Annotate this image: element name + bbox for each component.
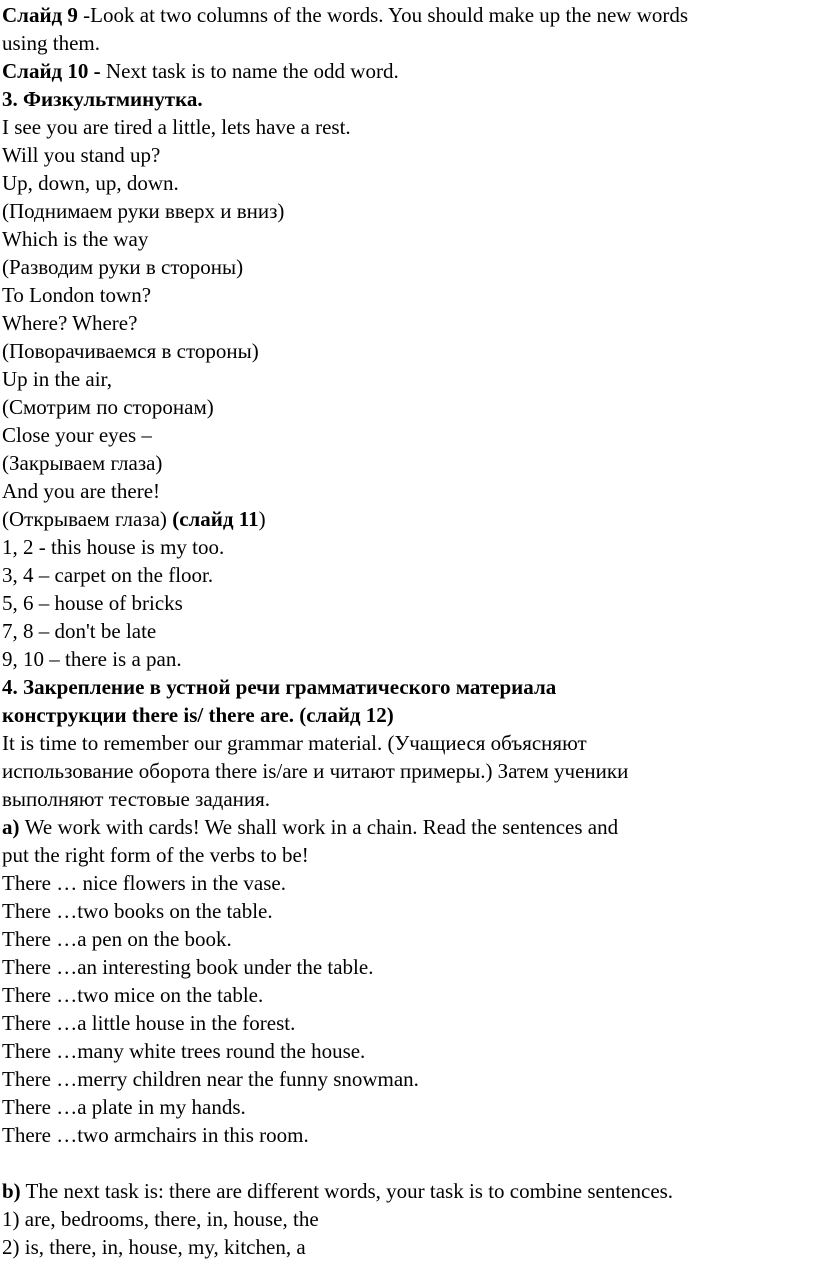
section-4-intro: выполняют тестовые задания. [2, 787, 271, 811]
section-4-intro: использование оборота there is/are и читают примеры.) Затем ученики [2, 759, 629, 783]
combine-item: 1) are, bedrooms, there, in, house, the [2, 1207, 319, 1231]
section-3-line: Which is the way [2, 227, 149, 251]
section-4-heading-continued: конструкции there is/ there are. (слайд 12) [2, 703, 394, 727]
exercise-sentence: There …two mice on the table. [2, 983, 264, 1007]
section-3-line: (Поднимаем руки вверх и вниз) [2, 199, 285, 223]
section-3-line: Close your eyes – [2, 423, 152, 447]
section-3-line: (Разводим руки в стороны) [2, 255, 244, 279]
section-3-line: To London town? [2, 283, 152, 307]
section-3-line: Up in the air, [2, 367, 112, 391]
task-a-line: а) We work with cards! We shall work in a chain. Read the sentences and [2, 815, 619, 839]
rhyme-line: 9, 10 – there is a pan. [2, 647, 182, 671]
task-a-label: а) [2, 815, 20, 839]
section-3-line: (Поворачиваемся в стороны) [2, 339, 259, 363]
rhyme-line: 3, 4 – carpet on the floor. [2, 563, 214, 587]
slide-9-text: -Look at two columns of the words. You should make up the new words [77, 3, 689, 27]
rhyme-line: 1, 2 - this house is my too. [2, 535, 225, 559]
section-3-line: Will you stand up? [2, 143, 161, 167]
task-b-line: b) The next task is: there are different words, your task is to combine sentences. [2, 1179, 674, 1203]
section-3-line: (Закрываем глаза) [2, 451, 163, 475]
section-3-line: I see you are tired a little, lets have a rest. [2, 115, 351, 139]
slide-11-ref: (слайд 11 [172, 507, 259, 531]
section-3-heading: 3. Физкультминутка. [2, 87, 203, 111]
blank-line [2, 1149, 814, 1177]
section-3-line: Up, down, up, down. [2, 171, 179, 195]
section-3-line: (Смотрим по сторонам) [2, 395, 214, 419]
rhyme-line: 7, 8 – don't be late [2, 619, 157, 643]
exercise-sentence: There …a little house in the forest. [2, 1011, 296, 1035]
section-3-line: Where? Where? [2, 311, 138, 335]
rhyme-line: 5, 6 – house of bricks [2, 591, 183, 615]
slide-10-text: Next task is to name the odd word. [100, 59, 399, 83]
exercise-sentence: There … nice flowers in the vase. [2, 871, 286, 895]
exercise-sentence: There …a pen on the book. [2, 927, 232, 951]
combine-item: 2) is, there, in, house, my, kitchen, a [2, 1235, 306, 1259]
slide-10-label: Слайд 10 - [2, 59, 101, 83]
section-4-intro: It is time to remember our grammar material. (Учащиеся объясняют [2, 731, 587, 755]
exercise-sentence: There …a plate in my hands. [2, 1095, 246, 1119]
open-eyes-line: (Открываем глаза) (слайд 11) [2, 507, 266, 531]
section-3-line: And you are there! [2, 479, 161, 503]
section-4-heading: 4. Закрепление в устной речи грамматического материала [2, 675, 557, 699]
slide-9-label: Слайд 9 [2, 3, 78, 27]
exercise-sentence: There …two books on the table. [2, 899, 273, 923]
slide-9-line [2, 1, 814, 29]
exercise-sentence: There …many white trees round the house. [2, 1039, 366, 1063]
task-b-label: b) [2, 1179, 21, 1203]
exercise-sentence: There …two armchairs in this room. [2, 1123, 309, 1147]
exercise-sentence: There …merry children near the funny snowman. [2, 1067, 419, 1091]
slide-9-text-continued: using them. [2, 31, 100, 55]
task-a-line-continued: put the right form of the verbs to be! [2, 843, 309, 867]
exercise-sentence: There …an interesting book under the table. [2, 955, 374, 979]
slide-10-line [2, 57, 814, 85]
